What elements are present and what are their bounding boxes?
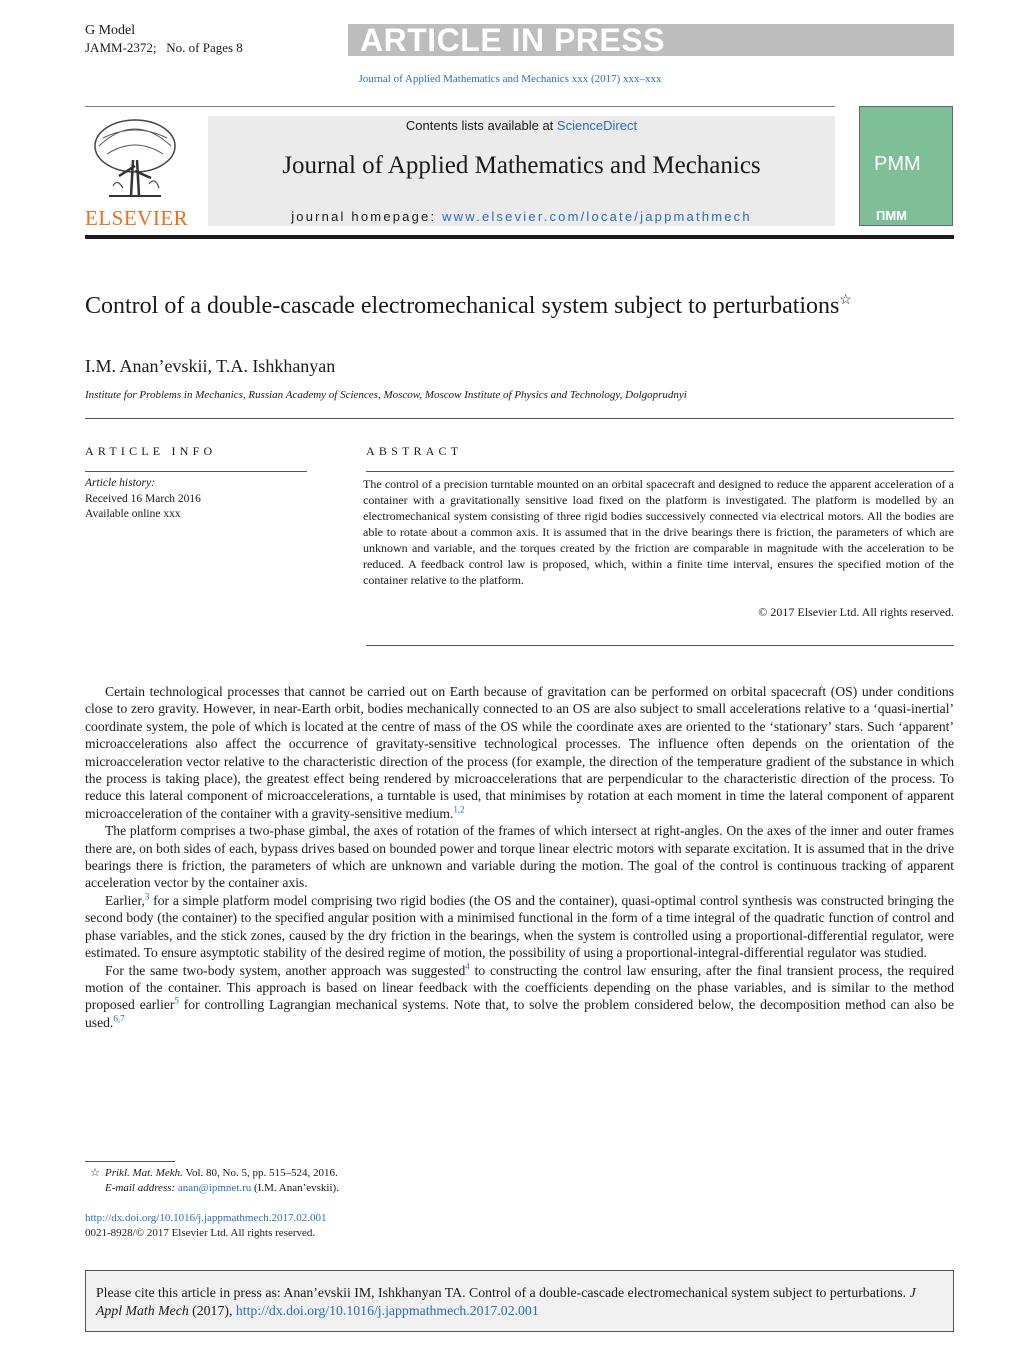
sciencedirect-link[interactable]: ScienceDirect xyxy=(556,118,638,133)
manuscript-code: JAMM-2372; xyxy=(85,40,157,55)
abstract-copyright: © 2017 Elsevier Ltd. All rights reserved. xyxy=(758,605,954,619)
homepage-link[interactable]: www.elsevier.com/locate/jappmathmech xyxy=(442,209,752,224)
cite-doi-link[interactable]: http://dx.doi.org/10.1016/j.jappmathmech.2017.02.001 xyxy=(235,1303,539,1318)
body-paragraph xyxy=(85,683,954,822)
cover-title: PMM xyxy=(874,153,921,175)
cite-year: (2017), xyxy=(188,1303,236,1318)
cite-this-article-box xyxy=(85,1270,954,1332)
citation-ref[interactable]: 1,2 xyxy=(453,804,465,815)
article-history xyxy=(85,476,201,523)
abstract-heading: ABSTRACT xyxy=(366,444,463,458)
paragraph-text: Earlier, xyxy=(105,892,145,908)
g-model-label: G Model xyxy=(85,23,136,38)
header-divider xyxy=(85,106,835,107)
journal-homepage xyxy=(208,209,835,224)
abstract-bottom-rule xyxy=(366,645,954,646)
email-owner: (I.M. Anan’evskii). xyxy=(251,1182,339,1194)
elsevier-tree-icon xyxy=(89,116,181,204)
doi-link[interactable]: http://dx.doi.org/10.1016/j.jappmathmech.2017.02.001 xyxy=(85,1212,327,1224)
journal-reference[interactable]: Journal of Applied Mathematics and Mechanics xxx (2017) xxx–xxx xyxy=(358,73,662,85)
author-list: I.M. Anan’evskii, T.A. Ishkhanyan xyxy=(85,356,336,376)
abstract-rule xyxy=(366,471,954,472)
contents-prefix: Contents lists available at xyxy=(405,118,557,133)
abstract-text: The control of a precision turntable mounted on an orbital spacecraft and designed to reduce the apparent acceleration of a container with a gravitationally sensitive load fixed on the platform is investigated. The platform is modelled by an electromechanical system consisting of three rigid bodies successively connected via electrical motors. All the bodies are able to rotate about a common axis. It is assumed that in the drive bearings there is friction, the parameters of which are unknown and variable, and the torques created by the friction are comparable in magnitude with the acceleration to be reduced. A feedback control law is proposed, which, within a finite time interval, ensures the specified motion of the container relative to the platform. xyxy=(363,477,954,587)
journal-title: Journal of Applied Mathematics and Mechanics xyxy=(282,152,761,179)
homepage-prefix: journal homepage: xyxy=(291,209,443,224)
elsevier-logo[interactable] xyxy=(85,112,189,230)
title-divider xyxy=(85,418,954,419)
body-paragraph xyxy=(85,962,954,1032)
body-paragraph: The platform comprises a two-phase gimbal, the axes of rotation of the frames of which intersect at right-angles. On the axes of the inner and outer frames there are, on both sides of each, bypass drives based on bounded power and torque linear electric motors with separate excitation. It is assumed that in the drive bearings there is friction, the parameters of which are unknown and variable during the motion. The goal of the control is continuous tracking of apparent acceleration vector by the container axis. xyxy=(85,823,954,891)
affiliation: Institute for Problems in Mechanics, Russian Academy of Sciences, Moscow, Moscow Institute of Physics and Technology, Dolgoprudnyi xyxy=(85,389,687,401)
article-info-rule xyxy=(85,471,307,472)
paragraph-text: For the same two-body system, another approach was suggested xyxy=(105,962,466,978)
elsevier-wordmark: ELSEVIER xyxy=(85,206,189,230)
journal-cover-thumbnail[interactable] xyxy=(859,106,953,226)
cite-journal: J Appl Math Mech xyxy=(96,1285,916,1318)
citation-ref[interactable]: 6,7 xyxy=(113,1013,125,1024)
email-label: E-mail address: xyxy=(105,1182,176,1194)
footnote xyxy=(85,1166,339,1196)
page-count: No. of Pages 8 xyxy=(166,40,243,55)
running-head xyxy=(85,22,243,56)
history-label: Article history: xyxy=(85,477,155,489)
citation-ref[interactable]: 4 xyxy=(465,960,470,971)
footnote-citation: Prikl. Mat. Mekh. xyxy=(105,1167,183,1179)
footnote-citation-rest: Vol. 80, No. 5, pp. 515–524, 2016. xyxy=(182,1167,338,1179)
received-date: Received 16 March 2016 xyxy=(85,492,201,505)
citation-ref[interactable]: 5 xyxy=(174,995,179,1006)
cover-bottom-title: ПММ xyxy=(876,208,908,223)
contents-line xyxy=(208,118,835,133)
email-link[interactable]: anan@ipmnet.ru xyxy=(177,1182,252,1194)
online-date: Available online xxx xyxy=(85,508,181,520)
paragraph-text: Certain technological processes that cannot be carried out on Earth because of gravitation can be performed on orbital spacecraft (OS) under conditions close to zero gravity. However, in near-Earth orbit, bodies mechanically connected to an OS are also subject to small accelerations relative to a ‘quasi-inertial’ coordinate system, the pole of which is located at the centre of mass of the OS while the coordinate axes are oriented to the ‘stationary’ stars. Such ‘apparent’ microaccelerations also affect the occurrence of gravitaty-sensitive technological processes. The influence often depends on the orientation of the microacceleration vector relative to the characteristic direction of the process (for example, the direction of the temperature gradient of the substance in which the process is taking place), the greatest effect being rendered by microaccelerations that are perpendicular to the characteristic direction of the process. To reduce this lateral component of microaccelerations, a turntable is used, that minimises by rotation at each moment in time the lateral component of apparent microacceleration of the container with a gravity-sensitive medium. xyxy=(85,684,954,821)
header-thick-rule xyxy=(85,235,954,239)
article-title xyxy=(85,286,945,321)
article-title-text: Control of a double-cascade electromechanical system subject to perturbations xyxy=(85,293,840,319)
footnote-rule xyxy=(85,1161,175,1162)
body-paragraph xyxy=(85,892,954,962)
paragraph-text: for a simple platform model comprising two rigid bodies (the OS and the container), quasi-optimal control synthesis was constructed bringing the second body (the container) to the specified angular position with a minimised functional in the form of a time integral of the quadratic function of control and phase variables, and the stick zones, caused by the dry friction in the bearings, when the system is controlled using a proportional-differential regulator, were estimated. To ensure asymptotic stability of the desired regime of motion, the possibility of using a proportional-integral-differential regulator was studied. xyxy=(85,892,954,961)
title-footnote-mark[interactable]: ☆ xyxy=(839,293,852,308)
cite-text: Please cite this article in press as: Anan’evskii IM, Ishkhanyan TA. Control of a double-cascade electromechanical system subject to perturbations. xyxy=(96,1285,910,1300)
footnote-star: ☆ xyxy=(90,1167,100,1179)
article-info-heading: ARTICLE INFO xyxy=(85,444,217,458)
article-body xyxy=(85,683,954,1031)
paragraph-text: to constructing the control law ensuring, after the final transient process, the required motion of the container. This approach is based on linear feedback with the coefficients depending on the phase variables, and is similar to the method proposed earlier xyxy=(85,962,954,1013)
citation-ref[interactable]: 3 xyxy=(144,891,150,902)
paragraph-text: for controlling Lagrangian mechanical systems. Note that, to solve the problem considered below, the decomposition method can also be used. xyxy=(85,997,954,1030)
article-in-press-banner: ARTICLE IN PRESS xyxy=(348,24,954,56)
issn-line: 0021-8928/© 2017 Elsevier Ltd. All rights reserved. xyxy=(85,1227,316,1239)
